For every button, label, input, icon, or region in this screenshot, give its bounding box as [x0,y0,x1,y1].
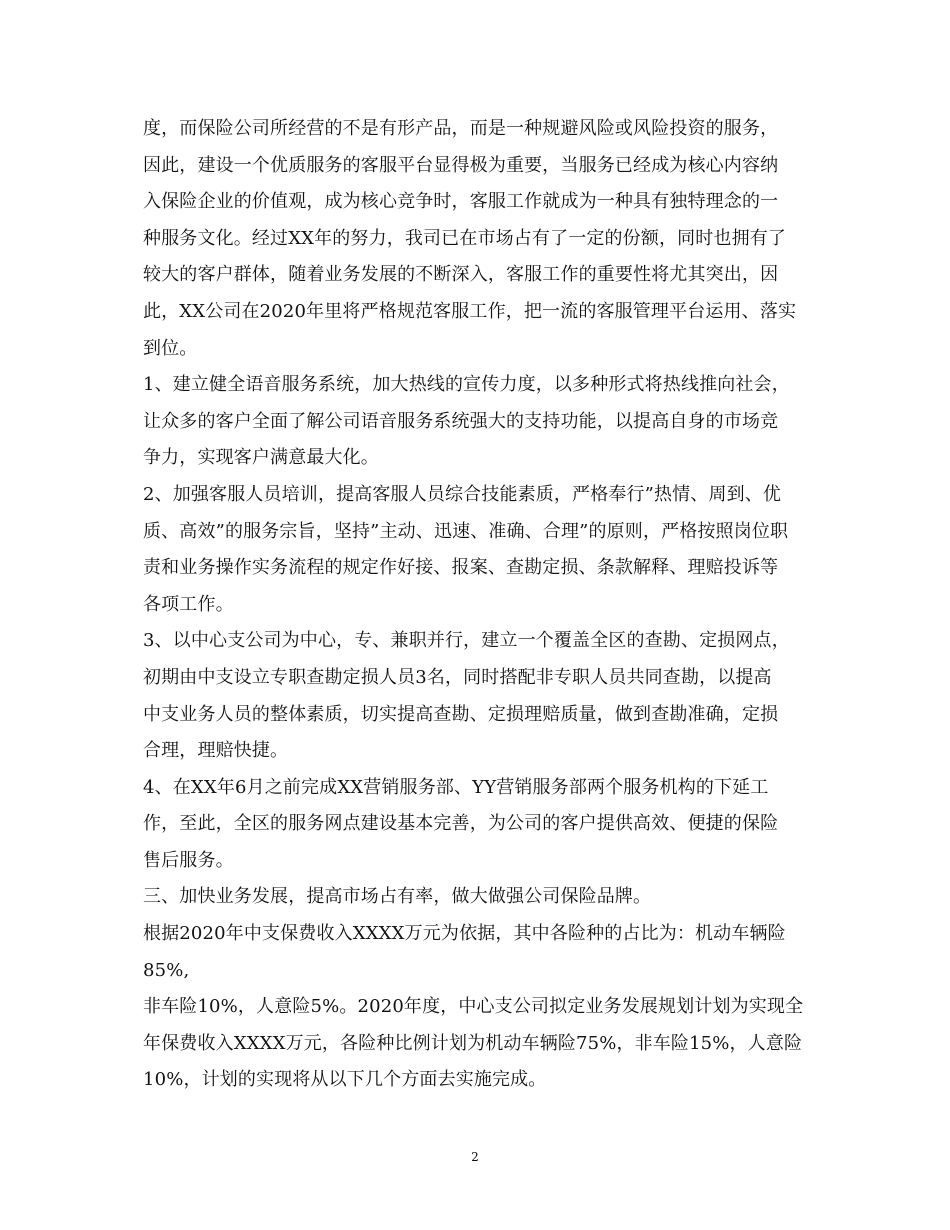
text-line: 入保险企业的价值观，成为核心竞争时，客服工作就成为一种具有独特理念的一 [143,191,779,213]
text-line: 售后服务。 [143,849,234,871]
body-text [143,111,815,1099]
section-heading: 三、加快业务发展，提高市场占有率，做大做强公司保险品牌。 [143,886,652,908]
text-line: 度，而保险公司所经营的不是有形产品，而是一种规避风险或风险投资的服务， [143,118,779,139]
text-line: 质、高效”的服务宗旨，坚持”主动、迅速、准确、合理”的原则，严格按照岗位职 [143,520,789,542]
text-line: 因此，建设一个优质服务的客服平台显得极为重要，当服务已经成为核心内容纳 [143,154,779,176]
text-line: 年保费收入XXXX万元，各险种比例计划为机动车辆险75%，非车险15%，人意险 [143,1032,803,1054]
text-line: 作，至此，全区的服务网点建设基本完善，为公司的客户提供高效、便捷的保险 [143,813,779,835]
text-line: 10%，计划的实现将从以下几个方面去实施完成。 [143,1069,547,1091]
page-number: 2 [471,1150,479,1164]
text-line: 非车险10%，人意险5%。2020年度，中心支公司拟定业务发展规划计划为实现全 [143,996,804,1018]
text-line: 责和业务操作实务流程的规定作好接、报案、查勘定损、条款解释、理赔投诉等 [143,557,779,579]
text-line: 初期由中支设立专职查勘定损人员3名，同时搭配非专职人员共同查勘，以提高 [143,666,772,688]
text-line: 根据2020年中支保费收入XXXX万元为依据，其中各险种的占比为：机动车辆险 [143,923,786,945]
text-line: 3、以中心支公司为中心，专、兼职并行，建立一个覆盖全区的查勘、定损网点， [143,630,790,652]
text-line: 1、建立健全语音服务系统，加大热线的宣传力度，以多种形式将热线推向社会， [143,374,790,396]
text-line: 争力，实现客户满意最大化。 [143,447,379,469]
text-line: 较大的客户群体，随着业务发展的不断深入，客服工作的重要性将尤其突出，因 [143,264,779,286]
text-line: 让众多的客户全面了解公司语音服务系统强大的支持功能，以提高自身的市场竞 [143,410,779,432]
text-line: 4、在XX年6月之前完成XX营销服务部、YY营销服务部两个服务机构的下延工 [143,776,769,798]
text-line: 各项工作。 [143,593,234,615]
text-line: 此，XX公司在2020年里将严格规范客服工作，把一流的客服管理平台运用、落实 [143,300,797,322]
text-line: 种服务文化。经过XX年的努力，我司已在市场占有了一定的份额，同时也拥有了 [143,227,787,249]
text-line: 2、加强客服人员培训，提高客服人员综合技能素质，严格奉行”热情、周到、优 [143,483,782,505]
text-line: 85%, [143,959,190,981]
text-line: 合理，理赔快捷。 [143,740,289,762]
text-line: 到位。 [143,337,198,359]
text-line: 中支业务人员的整体素质，切实提高查勘、定损理赔质量，做到查勘准确，定损 [143,703,779,725]
